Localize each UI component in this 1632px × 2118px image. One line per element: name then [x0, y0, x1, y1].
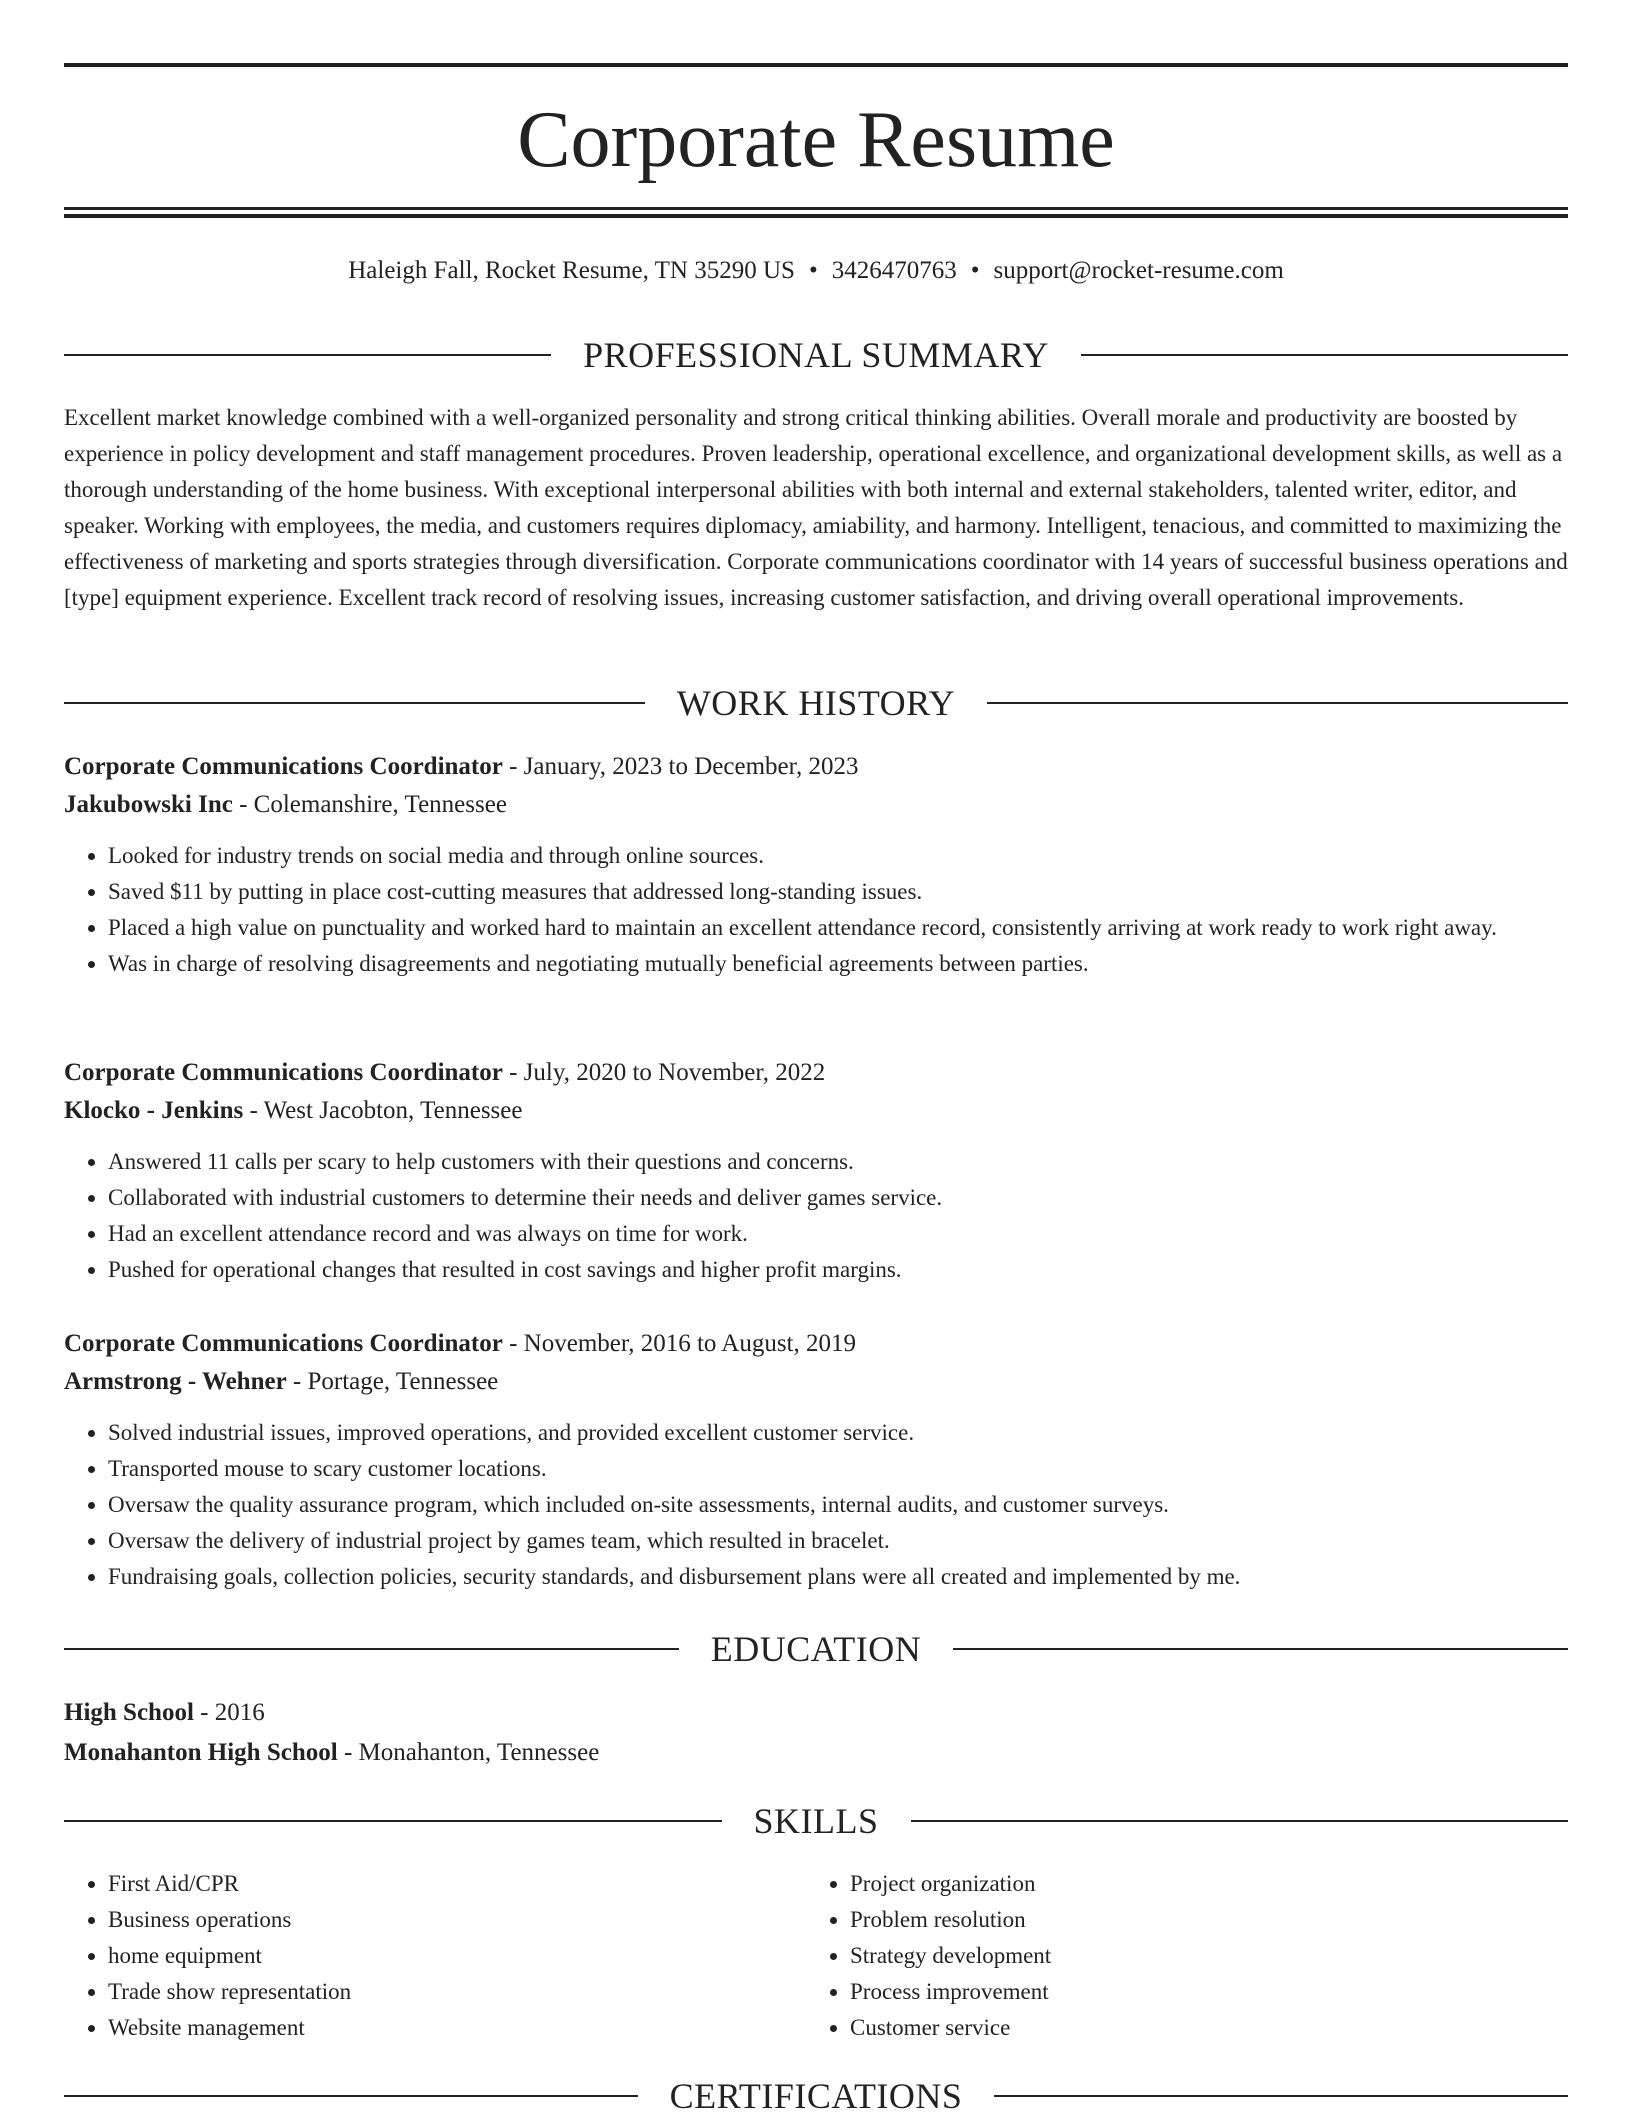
job-dates: - January, 2023 to December, 2023 [502, 753, 859, 780]
contact-separator: • [970, 257, 980, 284]
skill-item: • home equipment [108, 1938, 806, 1974]
education-degree: High School [64, 1699, 194, 1726]
job-title-line [64, 1054, 1568, 1092]
skill-item: • Strategy development [850, 1938, 1548, 1974]
job-entry [64, 1325, 1568, 1595]
job-bullet: • Oversaw the quality assurance program, which included on-site assessments, internal audits, and customer surveys. [108, 1487, 1568, 1523]
divider-line [987, 702, 1568, 704]
job-bullets [64, 838, 1568, 982]
job-bullet: • Solved industrial issues, improved operations, and provided excellent customer service. [108, 1415, 1568, 1451]
job-bullet: • Had an excellent attendance record and was always on time for work. [108, 1216, 1568, 1252]
job-company-line [64, 1092, 1568, 1130]
job-company: Armstrong - Wehner [64, 1368, 287, 1395]
skill-item: • Website management [108, 2010, 806, 2046]
contact-address: Haleigh Fall, Rocket Resume, TN 35290 US [348, 257, 795, 284]
divider-line [64, 1820, 722, 1822]
skill-item: • Business operations [108, 1902, 806, 1938]
contact-email: support@rocket-resume.com [993, 257, 1284, 284]
job-bullets [64, 1144, 1568, 1288]
job-company-line [64, 786, 1568, 824]
job-location: - West Jacobton, Tennessee [243, 1097, 523, 1124]
job-bullets [64, 1415, 1568, 1595]
divider-line [64, 702, 645, 704]
job-bullet: • Pushed for operational changes that resulted in cost savings and higher profit margins. [108, 1252, 1568, 1288]
education-entry [64, 1693, 1568, 1773]
header-top-rule [64, 63, 1568, 67]
skill-item: • First Aid/CPR [108, 1866, 806, 1902]
job-bullet: • Collaborated with industrial customers to determine their needs and deliver games service. [108, 1180, 1568, 1216]
section-title: PROFESSIONAL SUMMARY [583, 335, 1049, 375]
section-heading-summary [64, 333, 1568, 377]
job-dates: - November, 2016 to August, 2019 [502, 1330, 856, 1357]
job-title: Corporate Communications Coordinator [64, 1330, 503, 1357]
job-company-line [64, 1363, 1568, 1401]
job-bullet: • Answered 11 calls per scary to help customers with their questions and concerns. [108, 1144, 1568, 1180]
job-location: - Portage, Tennessee [286, 1368, 499, 1395]
skill-item: • Trade show representation [108, 1974, 806, 2010]
job-title-line [64, 748, 1568, 786]
divider-line [911, 1820, 1569, 1822]
contact-phone: 3426470763 [831, 257, 957, 284]
divider-line [953, 1648, 1568, 1650]
page-title: Corporate Resume [517, 96, 1115, 184]
section-heading-skills [64, 1799, 1568, 1843]
job-company: Jakubowski Inc [64, 791, 233, 818]
skill-item: • Customer service [850, 2010, 1548, 2046]
divider-line [64, 2095, 638, 2097]
job-bullet: • Looked for industry trends on social media and through online sources. [108, 838, 1568, 874]
contact-separator: • [808, 257, 818, 284]
section-title: CERTIFICATIONS [669, 2076, 963, 2116]
section-heading-work [64, 681, 1568, 725]
section-heading-education [64, 1627, 1568, 1671]
job-bullet: • Saved $11 by putting in place cost-cutting measures that addressed long-standing issues. [108, 874, 1568, 910]
skill-item: • Project organization [850, 1866, 1548, 1902]
skill-item: • Problem resolution [850, 1902, 1548, 1938]
skills-column-left [64, 1866, 806, 2046]
job-location: - Colemanshire, Tennessee [232, 791, 507, 818]
section-title: WORK HISTORY [676, 683, 956, 723]
education-degree-line [64, 1693, 1568, 1733]
job-bullet: • Transported mouse to scary customer locations. [108, 1451, 1568, 1487]
education-year: - 2016 [193, 1699, 265, 1726]
divider-line [994, 2095, 1568, 2097]
divider-line [64, 354, 551, 356]
job-title-line [64, 1325, 1568, 1363]
contact-line [64, 254, 1568, 288]
job-bullet: • Fundraising goals, collection policies, security standards, and disbursement plans were all created and implemented by me. [108, 1559, 1568, 1595]
header-rule-upper [64, 207, 1568, 210]
skill-item: • Process improvement [850, 1974, 1548, 2010]
job-company: Klocko - Jenkins [64, 1097, 244, 1124]
job-bullet: • Was in charge of resolving disagreements and negotiating mutually beneficial agreements between parties. [108, 946, 1568, 982]
education-school-line [64, 1733, 1568, 1773]
summary-paragraph: Excellent market knowledge combined with a well-organized personality and strong critical thinking abilities. Overall morale and productivity are boosted by experience in policy development and staff management procedures. Proven leadership, operational excellence, and organizational development skills, as well as a thorough understanding of the home business. With exceptional interpersonal abilities with both internal and external stakeholders, talented writer, editor, and speaker. Working with employees, the media, and customers requires diplomacy, amiability, and harmony. Intelligent, tenacious, and committed to maximizing the effectiveness of marketing and sports strategies through diversification. Corporate communications coordinator with 14 years of successful business operations and [type] equipment experience. Excellent track record of resolving issues, increasing customer satisfaction, and driving overall operational improvements. [64, 405, 1568, 610]
skills-list [64, 1866, 1568, 2046]
section-heading-certifications [64, 2074, 1568, 2118]
header-rule-lower [64, 214, 1568, 218]
education-location: - Monahanton, Tennessee [337, 1739, 600, 1766]
section-title: SKILLS [753, 1801, 879, 1841]
education-school: Monahanton High School [64, 1739, 338, 1766]
divider-line [64, 1648, 679, 1650]
job-title: Corporate Communications Coordinator [64, 753, 503, 780]
job-title: Corporate Communications Coordinator [64, 1059, 503, 1086]
job-entry [64, 1054, 1568, 1288]
job-bullet: • Oversaw the delivery of industrial project by games team, which resulted in bracelet. [108, 1523, 1568, 1559]
divider-line [1081, 354, 1568, 356]
skills-column-right [806, 1866, 1548, 2046]
job-dates: - July, 2020 to November, 2022 [502, 1059, 826, 1086]
job-entry [64, 748, 1568, 982]
job-bullet: • Placed a high value on punctuality and worked hard to maintain an excellent attendance record, consistently arriving at work ready to work right away. [108, 910, 1568, 946]
section-title: EDUCATION [710, 1629, 922, 1669]
